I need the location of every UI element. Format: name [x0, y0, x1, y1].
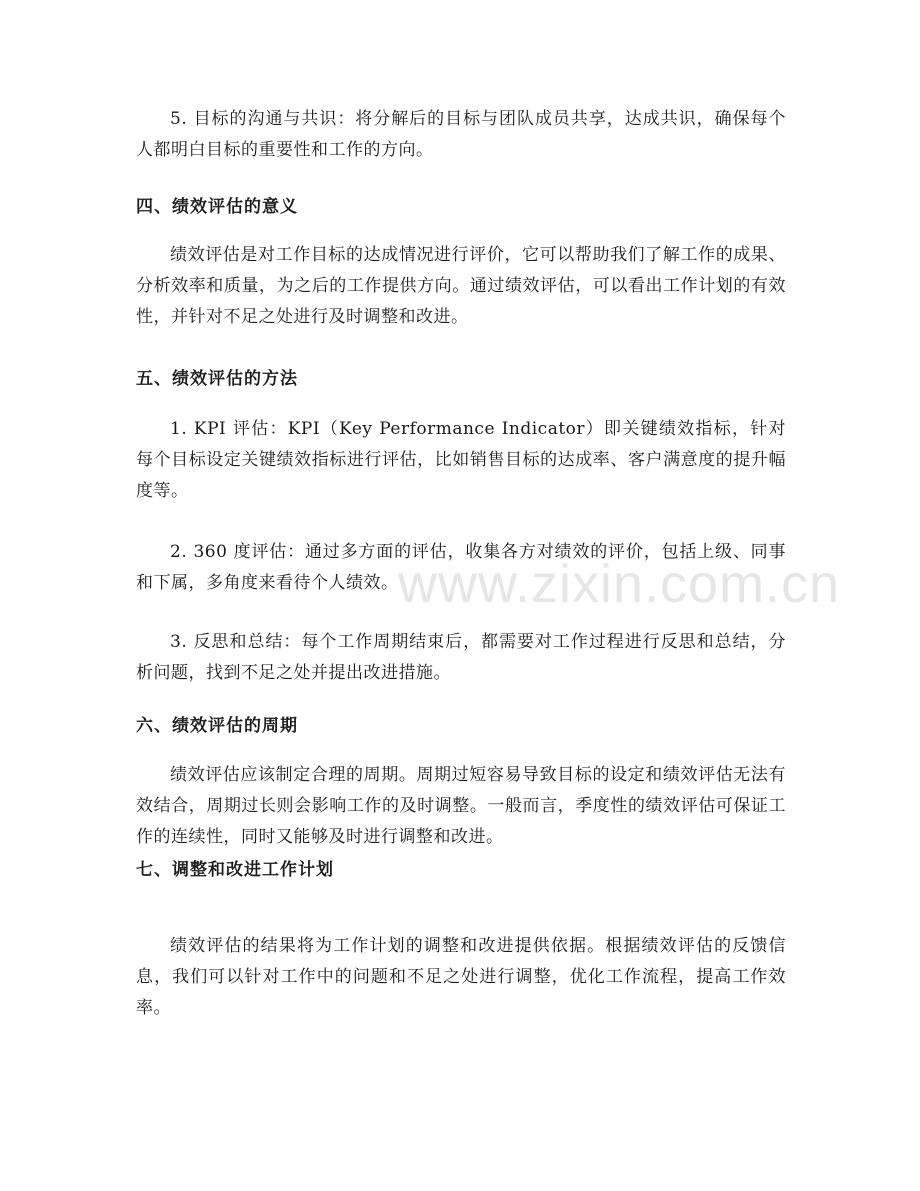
paragraph-evaluation-meaning: 绩效评估是对工作目标的达成情况进行评价，它可以帮助我们了解工作的成果、分析效率和质量，为之后的工作提供方向。通过绩效评估，可以看出工作计划的有效性，并针对不足之处进行及时调整和改进。	[136, 245, 786, 327]
watermark: www.zixin.com.cn	[398, 554, 841, 614]
paragraph-goal-communication: 5. 目标的沟通与共识：将分解后的目标与团队成员共享，达成共识，确保每个人都明白目标的重要性和工作的方向。	[136, 109, 786, 160]
paragraph-evaluation-cycle: 绩效评估应该制定合理的周期。周期过短容易导致目标的设定和绩效评估无法有效结合，周期过长则会影响工作的及时调整。一般而言，季度性的绩效评估可保证工作的连续性，同时又能够及时进行调整和改进。	[136, 765, 786, 847]
paragraph-360-evaluation: 2. 360 度评估：通过多方面的评估，收集各方对绩效的评价，包括上级、同事和下属，多角度来看待个人绩效。	[136, 542, 786, 593]
paragraph-plan-adjustment: 绩效评估的结果将为工作计划的调整和改进提供依据。根据绩效评估的反馈信息，我们可以针对工作中的问题和不足之处进行调整，优化工作流程，提高工作效率。	[136, 936, 786, 1018]
paragraph-kpi-evaluation: 1. KPI 评估：KPI（Key Performance Indicator）即关键绩效指标，针对每个目标设定关键绩效指标进行评估，比如销售目标的达成率、客户满意度的提升幅度等。	[136, 419, 786, 501]
section-heading-5: 五、绩效评估的方法	[136, 369, 298, 389]
section-heading-4: 四、绩效评估的意义	[136, 197, 298, 217]
section-heading-6: 六、绩效评估的周期	[136, 716, 298, 736]
section-heading-7: 七、调整和改进工作计划	[136, 860, 334, 880]
paragraph-reflection-summary: 3. 反思和总结：每个工作周期结束后，都需要对工作过程进行反思和总结，分析问题，找到不足之处并提出改进措施。	[136, 632, 786, 683]
